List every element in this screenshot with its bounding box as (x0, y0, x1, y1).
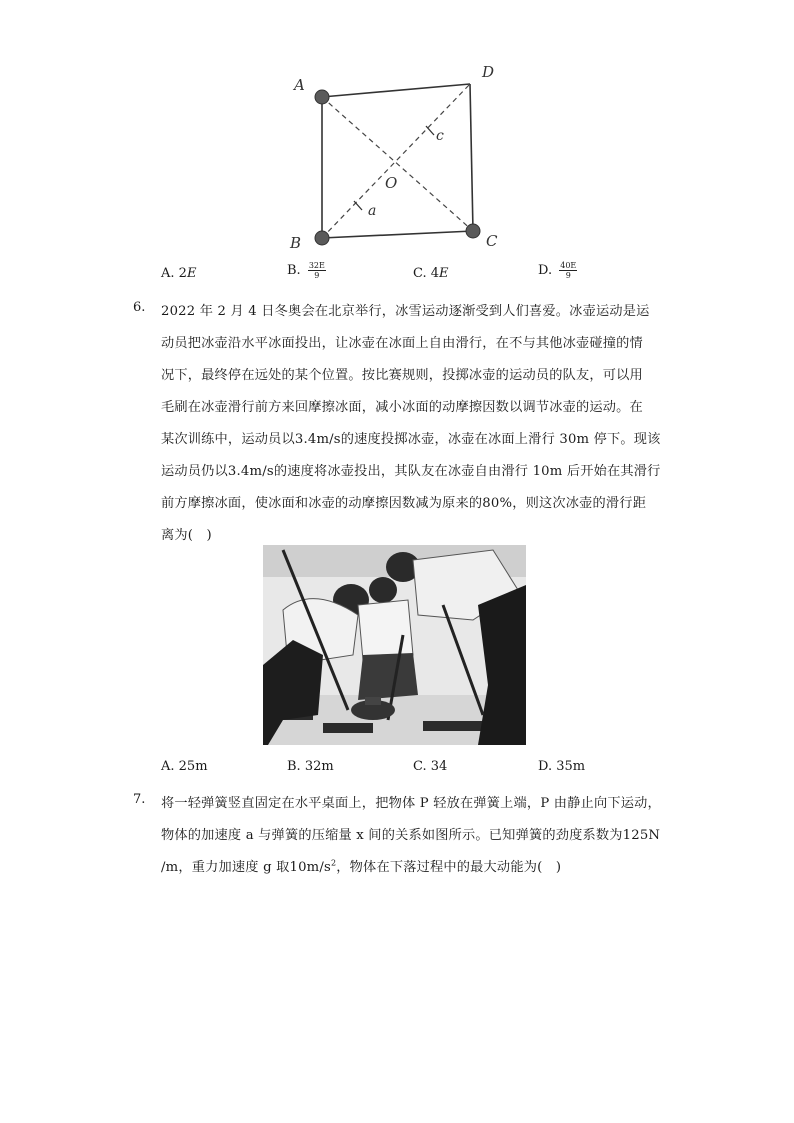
q6-text-line: 前方摩擦冰面，使冰面和冰壶的动摩擦因数减为原来的80%，则这次冰壶的滑行距 (161, 496, 647, 511)
edge-ad (322, 84, 470, 97)
option-fraction (308, 261, 326, 280)
edge-bc (322, 231, 473, 238)
tick-a (354, 201, 362, 210)
label-a-point: A (294, 76, 305, 94)
option-var: E (186, 266, 197, 281)
q7-line3-exponent: 2 (330, 858, 337, 868)
option-value: 4 (430, 266, 440, 281)
q6-option-c[interactable]: C. 34 (413, 759, 448, 774)
q6-option-d[interactable]: D. 35m (538, 759, 586, 774)
q5-option-b[interactable] (287, 261, 326, 280)
option-letter: B. (287, 263, 301, 278)
charge-a-dot (315, 90, 329, 104)
q5-option-a[interactable] (161, 266, 196, 281)
q6-option-b[interactable]: B. 32m (287, 759, 334, 774)
tick-c (426, 126, 434, 135)
q6-text-line: 毛刷在冰壶滑行前方来回摩擦冰面，减小冰面的动摩擦因数以调节冰壶的运动。在 (161, 400, 643, 415)
q5-option-d[interactable] (538, 261, 577, 280)
option-letter: A. (161, 266, 175, 281)
label-d-point: D (482, 63, 495, 81)
fraction-numerator: 32E (308, 261, 325, 270)
q7-line3-start: /m，重力加速度 g 取10m/s (161, 860, 331, 875)
fraction-denominator: 9 (314, 271, 320, 280)
q7-text-line-3 (161, 856, 561, 875)
q6-text-line: 动员把冰壶沿水平冰面投出，让冰壶在冰面上自由滑行，在不与其他冰壶碰撞的情 (161, 336, 643, 351)
option-fraction (559, 261, 577, 280)
curling-photo (263, 545, 526, 745)
q6-text-line: 离为( ) (161, 528, 212, 543)
option-value: 2 (178, 266, 187, 281)
q7-number: 7. (133, 792, 146, 807)
fraction-denominator: 9 (565, 271, 571, 280)
option-var: E (439, 266, 449, 281)
q7-text-line: 物体的加速度 a 与弹簧的压缩量 x 间的关系如图所示。已知弹簧的劲度系数为125N (161, 828, 661, 843)
option-letter: C. (413, 266, 427, 281)
charge-c-dot (466, 224, 480, 238)
label-a-segment: a (368, 203, 377, 219)
option-letter: D. (538, 263, 553, 278)
q6-text-line: 运动员仍以3.4m/s的速度将冰壶投出，其队友在冰壶自由滑行 10m 后开始在其滑行 (161, 464, 661, 479)
label-c-segment: c (436, 128, 444, 144)
q6-option-a[interactable]: A. 25m (161, 759, 208, 774)
fraction-numerator: 40E (560, 261, 577, 270)
square-charge-figure (280, 60, 510, 255)
q6-text-line: 某次训练中，运动员以3.4m/s的速度投掷冰壶，冰壶在冰面上滑行 30m 停下。现该 (161, 432, 661, 447)
diagonal-ac (322, 97, 473, 231)
edge-dc (470, 84, 473, 231)
diagonal-bd (322, 84, 470, 238)
q7-line3-end: ，物体在下落过程中的最大动能为( ) (336, 860, 562, 875)
label-o-center: O (385, 174, 398, 192)
label-c-point: C (486, 232, 498, 250)
q6-number: 6. (133, 300, 146, 315)
q7-text-line: 将一轻弹簧竖直固定在水平桌面上，把物体 P 轻放在弹簧上端，P 由静止向下运动， (161, 796, 661, 811)
charge-b-dot (315, 231, 329, 245)
q6-text-line: 况下，最终停在远处的某个位置。按比赛规则，投掷冰壶的运动员的队友，可以用 (161, 368, 643, 383)
q6-text-line: 2022 年 2 月 4 日冬奥会在北京举行，冰雪运动逐渐受到人们喜爱。冰壶运动是运 (161, 304, 650, 319)
label-b-point: B (290, 234, 302, 252)
q5-option-c[interactable] (413, 266, 449, 281)
